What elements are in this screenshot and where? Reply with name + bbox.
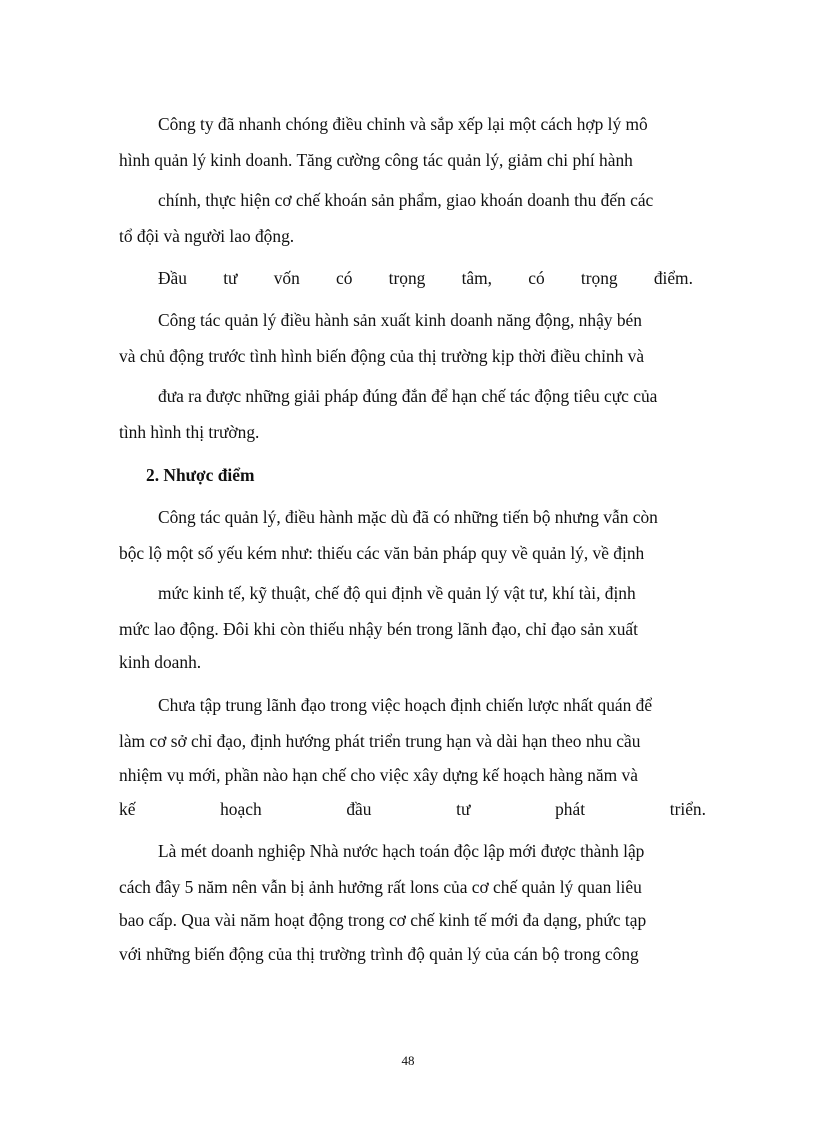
word: kế (119, 799, 136, 819)
paragraph-line: hình quản lý kinh doanh. Tăng cường công tác quản lý, giảm chi phí hành (119, 150, 633, 170)
word: có (336, 268, 353, 288)
word: triển. (669, 799, 706, 819)
paragraph-line: Là mét doanh nghiệp Nhà nước hạch toán độc lập mới được thành lập (158, 841, 645, 861)
paragraph-line: bộc lộ một số yếu kém như: thiếu các văn bản pháp quy về quản lý, về định (119, 543, 645, 563)
word: có (528, 268, 545, 288)
word: đầu (346, 799, 372, 819)
word: trọng (388, 268, 426, 288)
word: tư (223, 268, 238, 288)
paragraph-line: với những biến động của thị trường trình độ quản lý của cán bộ trong công (119, 944, 639, 964)
word: hoạch (220, 799, 262, 819)
paragraph-line: Công tác quản lý, điều hành mặc dù đã có những tiến bộ nhưng vẫn còn (158, 507, 658, 527)
word: tư (456, 799, 471, 819)
paragraph-line: Chưa tập trung lãnh đạo trong việc hoạch định chiến lược nhất quán để (158, 695, 653, 715)
paragraph-line: Công tác quản lý điều hành sản xuất kinh doanh năng động, nhậy bén (158, 310, 642, 330)
word: điểm. (653, 268, 693, 288)
paragraph-line: kinh doanh. (119, 652, 202, 672)
paragraph-line: tình hình thị trường. (119, 422, 260, 442)
word: phát (555, 799, 586, 819)
paragraph-line: nhiệm vụ mới, phần nào hạn chế cho việc xây dựng kế hoạch hàng năm và (119, 765, 638, 785)
paragraph-line: mức lao động. Đôi khi còn thiếu nhậy bén trong lãnh đạo, chỉ đạo sản xuất (119, 619, 638, 639)
paragraph-line: mức kinh tế, kỹ thuật, chế độ qui định về quản lý vật tư, khí tài, định (158, 583, 636, 603)
paragraph-line: đưa ra được những giải pháp đúng đắn để hạn chế tác động tiêu cực của (158, 386, 658, 406)
paragraph-line: bao cấp. Qua vài năm hoạt động trong cơ chế kinh tế mới đa dạng, phức tạp (119, 910, 647, 930)
paragraph-line: cách đây 5 năm nên vẫn bị ảnh hưởng rất lons của cơ chế quản lý quan liêu (119, 877, 642, 897)
paragraph-line-justified (158, 267, 693, 289)
section-heading: 2. Nhược điểm (146, 465, 255, 485)
paragraph-line: Công ty đã nhanh chóng điều chỉnh và sắp xếp lại một cách hợp lý mô (158, 114, 648, 134)
paragraph-line: và chủ động trước tình hình biến động của thị trường kịp thời điều chỉnh và (119, 346, 645, 366)
page-number: 48 (401, 1053, 415, 1068)
paragraph-line: làm cơ sở chỉ đạo, định hướng phát triển trung hạn và dài hạn theo nhu cầu (119, 731, 641, 751)
word: tâm, (461, 268, 493, 288)
word: Đầu (158, 268, 187, 288)
paragraph-line: chính, thực hiện cơ chế khoán sản phẩm, giao khoán doanh thu đến các (158, 190, 654, 210)
paragraph-line-justified (119, 798, 706, 820)
word: trọng (580, 268, 618, 288)
word: vốn (273, 268, 300, 288)
paragraph-line: tổ đội và người lao động. (119, 226, 295, 246)
